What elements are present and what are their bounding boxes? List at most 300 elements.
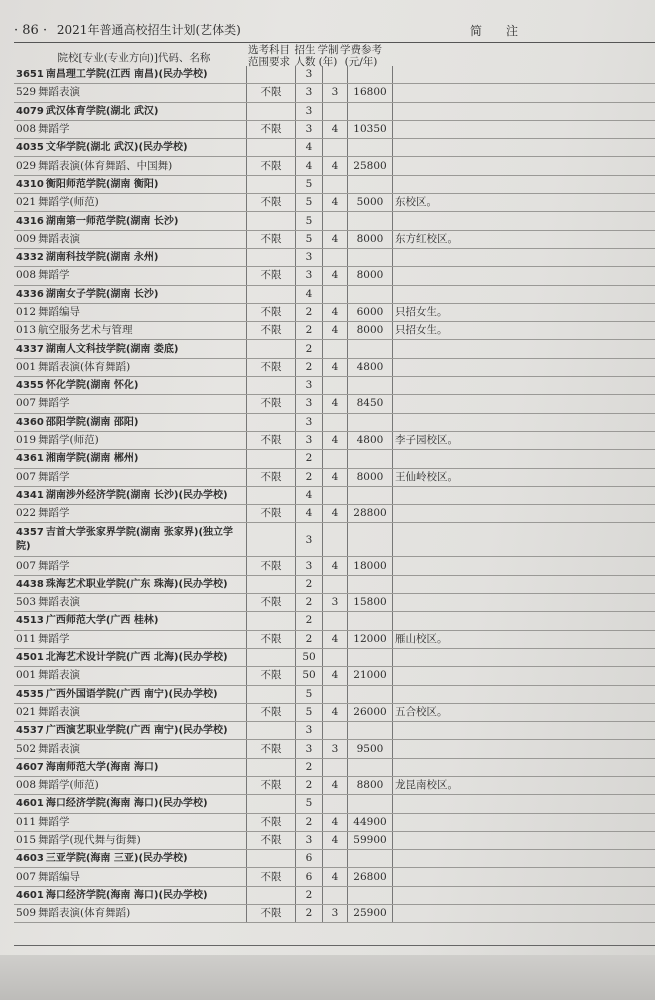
yr-cell: 4 xyxy=(323,703,348,721)
note-cell: 只招女生。 xyxy=(393,322,655,340)
yr-cell xyxy=(323,685,348,703)
req-cell xyxy=(247,450,296,468)
yr-cell xyxy=(323,523,348,557)
fee-cell xyxy=(348,248,393,266)
note-cell xyxy=(393,648,655,666)
yr-cell: 4 xyxy=(323,120,348,138)
fee-cell: 25800 xyxy=(348,157,393,175)
code: 503 xyxy=(16,596,37,609)
num-cell: 3 xyxy=(296,377,323,395)
major-row xyxy=(14,740,655,758)
req-cell xyxy=(247,413,296,431)
name: 舞蹈学 xyxy=(38,559,70,572)
code: 4355 xyxy=(16,380,44,392)
school-row xyxy=(14,575,655,593)
req-cell xyxy=(247,612,296,630)
name-cell xyxy=(14,795,247,813)
yr-cell xyxy=(323,795,348,813)
yr-cell: 4 xyxy=(323,813,348,831)
note-cell xyxy=(393,523,655,557)
req-cell: 不限 xyxy=(247,84,296,102)
name: 文华学院(湖北 武汉)(民办学校) xyxy=(45,142,188,154)
note-cell xyxy=(393,84,655,102)
name-cell xyxy=(14,758,247,776)
req-cell: 不限 xyxy=(247,594,296,612)
name-cell xyxy=(14,612,247,630)
name-column-header: 院校[专业(专业方向)]代码、名称 xyxy=(57,52,211,64)
major-row xyxy=(14,831,655,849)
num-cell: 2 xyxy=(296,813,323,831)
code: 4357 xyxy=(16,526,44,538)
code: 001 xyxy=(16,669,37,682)
yr-cell: 4 xyxy=(323,831,348,849)
fee-cell: 28800 xyxy=(348,505,393,523)
note-cell xyxy=(393,157,655,175)
fee-cell xyxy=(348,523,393,557)
name-cell xyxy=(14,358,247,376)
code: 007 xyxy=(16,397,37,410)
code: 001 xyxy=(16,360,37,373)
major-row xyxy=(14,813,655,831)
fee-cell xyxy=(348,758,393,776)
fee-cell: 4800 xyxy=(348,358,393,376)
req-cell: 不限 xyxy=(247,505,296,523)
fee-cell: 8000 xyxy=(348,322,393,340)
name-cell xyxy=(14,139,247,157)
code: 009 xyxy=(16,232,37,245)
note-cell: 王仙岭校区。 xyxy=(393,468,655,486)
num-cell: 6 xyxy=(296,868,323,886)
name: 湘南学院(湖南 郴州) xyxy=(45,453,139,465)
num-cell: 2 xyxy=(296,358,323,376)
major-row xyxy=(14,84,655,102)
remarks-column-header: 简注 xyxy=(470,24,543,38)
yr-cell: 3 xyxy=(323,84,348,102)
note-cell: 雁山校区。 xyxy=(393,630,655,648)
major-row xyxy=(14,905,655,923)
fee-cell: 4800 xyxy=(348,431,393,449)
note-cell xyxy=(393,795,655,813)
name: 舞蹈学(师范) xyxy=(38,434,99,447)
code: 013 xyxy=(16,324,37,337)
yr-cell: 4 xyxy=(323,868,348,886)
code: 4310 xyxy=(16,178,44,190)
yr-cell xyxy=(323,413,348,431)
yr-cell xyxy=(323,377,348,395)
note-cell xyxy=(393,102,655,120)
fee-cell: 8000 xyxy=(348,267,393,285)
name: 舞蹈学(师范) xyxy=(38,196,99,209)
name-cell xyxy=(14,486,247,504)
fee-cell xyxy=(348,413,393,431)
fee-cell: 6000 xyxy=(348,303,393,321)
num-cell: 2 xyxy=(296,322,323,340)
name: 舞蹈学 xyxy=(38,397,70,410)
yr-cell: 4 xyxy=(323,322,348,340)
req-cell: 不限 xyxy=(247,630,296,648)
note-cell: 东方红校区。 xyxy=(393,230,655,248)
num-cell: 50 xyxy=(296,667,323,685)
note-cell xyxy=(393,905,655,923)
code: 4438 xyxy=(16,578,44,590)
code: 4316 xyxy=(16,215,44,227)
num-cell: 3 xyxy=(296,740,323,758)
code: 019 xyxy=(16,434,37,447)
school-row xyxy=(14,450,655,468)
req-cell xyxy=(247,377,296,395)
req-cell xyxy=(247,575,296,593)
name-cell xyxy=(14,505,247,523)
num-cell: 4 xyxy=(296,157,323,175)
req-cell: 不限 xyxy=(247,322,296,340)
name: 北海艺术设计学院(广西 北海)(民办学校) xyxy=(45,652,228,664)
note-cell xyxy=(393,722,655,740)
code: 4337 xyxy=(16,343,44,355)
num-cell: 5 xyxy=(296,795,323,813)
num-cell: 2 xyxy=(296,340,323,358)
yr-cell xyxy=(323,886,348,904)
name: 舞蹈编导 xyxy=(38,870,81,883)
code: 008 xyxy=(16,123,37,136)
name-cell xyxy=(14,230,247,248)
note-cell xyxy=(393,505,655,523)
school-row xyxy=(14,413,655,431)
req-cell xyxy=(247,648,296,666)
code: 012 xyxy=(16,306,37,318)
num-cell: 4 xyxy=(296,139,323,157)
school-row xyxy=(14,648,655,666)
fee-cell xyxy=(348,212,393,230)
name: 三亚学院(海南 三亚)(民办学校) xyxy=(45,853,188,865)
num-cell: 2 xyxy=(296,594,323,612)
name-cell xyxy=(14,340,247,358)
note-cell xyxy=(393,66,655,84)
req-cell xyxy=(247,340,296,358)
fee-cell xyxy=(348,486,393,504)
fee-cell xyxy=(348,102,393,120)
num-cell: 3 xyxy=(296,831,323,849)
yr-cell: 4 xyxy=(323,230,348,248)
fee-cell: 21000 xyxy=(348,667,393,685)
req-cell xyxy=(247,66,296,84)
name: 舞蹈编导 xyxy=(38,306,81,318)
yr-cell: 4 xyxy=(323,667,348,685)
code: 4535 xyxy=(16,688,44,700)
num-cell: 3 xyxy=(296,120,323,138)
note-cell xyxy=(393,612,655,630)
note-cell xyxy=(393,212,655,230)
fee-cell: 16800 xyxy=(348,84,393,102)
yr-cell xyxy=(323,648,348,666)
name-cell xyxy=(14,175,247,193)
num-cell: 3 xyxy=(296,267,323,285)
school-row xyxy=(14,139,655,157)
name-cell xyxy=(14,575,247,593)
note-cell xyxy=(393,886,655,904)
fee-cell: 12000 xyxy=(348,630,393,648)
num-cell: 4 xyxy=(296,505,323,523)
req-cell: 不限 xyxy=(247,776,296,794)
num-cell: 2 xyxy=(296,776,323,794)
enroll-column-header: 招生人数 xyxy=(294,44,316,68)
num-cell: 5 xyxy=(296,703,323,721)
note-cell: 只招女生。 xyxy=(393,303,655,321)
note-cell xyxy=(393,594,655,612)
code: 529 xyxy=(16,86,37,99)
name-cell xyxy=(14,685,247,703)
num-cell: 3 xyxy=(296,66,323,84)
name-cell xyxy=(14,84,247,102)
num-cell: 2 xyxy=(296,575,323,593)
yr-cell: 3 xyxy=(323,594,348,612)
num-cell: 2 xyxy=(296,905,323,923)
name: 舞蹈表演 xyxy=(38,596,81,609)
school-row xyxy=(14,377,655,395)
name-cell xyxy=(14,740,247,758)
name-cell xyxy=(14,850,247,868)
name: 舞蹈表演 xyxy=(38,742,81,755)
school-row xyxy=(14,523,655,557)
name-cell xyxy=(14,648,247,666)
num-cell: 6 xyxy=(296,850,323,868)
req-cell: 不限 xyxy=(247,740,296,758)
name-cell xyxy=(14,722,247,740)
page-header xyxy=(14,20,434,40)
fee-cell: 18000 xyxy=(348,557,393,575)
num-cell: 3 xyxy=(296,431,323,449)
school-row xyxy=(14,722,655,740)
fee-cell xyxy=(348,66,393,84)
years-column-header: 学制(年) xyxy=(317,44,339,68)
req-cell: 不限 xyxy=(247,468,296,486)
name: 邵阳学院(湖南 邵阳) xyxy=(45,416,139,428)
yr-cell xyxy=(323,486,348,504)
name-cell xyxy=(14,703,247,721)
name-cell xyxy=(14,248,247,266)
fee-cell: 10350 xyxy=(348,120,393,138)
major-row xyxy=(14,267,655,285)
name-cell xyxy=(14,102,247,120)
name: 航空服务艺术与管理 xyxy=(38,324,133,337)
note-cell xyxy=(393,685,655,703)
yr-cell xyxy=(323,102,348,120)
yr-cell: 4 xyxy=(323,776,348,794)
req-cell: 不限 xyxy=(247,431,296,449)
note-cell xyxy=(393,395,655,413)
code: 022 xyxy=(16,507,37,520)
yr-cell: 4 xyxy=(323,431,348,449)
note-cell xyxy=(393,340,655,358)
note-cell xyxy=(393,740,655,758)
num-cell: 3 xyxy=(296,557,323,575)
note-cell xyxy=(393,285,655,303)
req-cell xyxy=(247,175,296,193)
fee-cell xyxy=(348,685,393,703)
req-cell: 不限 xyxy=(247,120,296,138)
name: 海口经济学院(海南 海口)(民办学校) xyxy=(45,798,208,810)
school-row xyxy=(14,886,655,904)
name: 舞蹈学 xyxy=(38,123,70,136)
code: 4079 xyxy=(16,105,44,117)
name-cell xyxy=(14,886,247,904)
req-cell: 不限 xyxy=(247,303,296,321)
code: 4341 xyxy=(16,489,44,501)
note-cell: 东校区。 xyxy=(393,194,655,212)
name-cell xyxy=(14,630,247,648)
req-cell: 不限 xyxy=(247,358,296,376)
name-cell xyxy=(14,557,247,575)
yr-cell xyxy=(323,850,348,868)
name: 珠海艺术职业学院(广东 珠海)(民办学校) xyxy=(45,578,228,590)
major-row xyxy=(14,230,655,248)
running-title: 2021年普通高校招生计划(艺体类) xyxy=(56,23,241,37)
yr-cell xyxy=(323,175,348,193)
num-cell: 2 xyxy=(296,303,323,321)
yr-cell: 4 xyxy=(323,303,348,321)
name: 吉首大学张家界学院(湖南 张家界)(独立学院) xyxy=(16,526,234,552)
yr-cell xyxy=(323,139,348,157)
note-cell xyxy=(393,575,655,593)
num-cell: 2 xyxy=(296,886,323,904)
note-cell xyxy=(393,486,655,504)
code: 4336 xyxy=(16,288,44,300)
num-cell: 2 xyxy=(296,450,323,468)
fee-cell xyxy=(348,575,393,593)
name: 广西外国语学院(广西 南宁)(民办学校) xyxy=(45,688,218,700)
name-cell xyxy=(14,194,247,212)
code: 4601 xyxy=(16,798,44,810)
fee-cell: 8000 xyxy=(348,468,393,486)
yr-cell: 4 xyxy=(323,267,348,285)
req-cell xyxy=(247,139,296,157)
name: 衡阳师范学院(湖南 衡阳) xyxy=(45,178,159,190)
major-row xyxy=(14,194,655,212)
school-row xyxy=(14,66,655,84)
fee-cell xyxy=(348,175,393,193)
yr-cell xyxy=(323,66,348,84)
code: 015 xyxy=(16,834,37,847)
note-cell xyxy=(393,248,655,266)
fee-cell xyxy=(348,795,393,813)
req-cell: 不限 xyxy=(247,157,296,175)
fee-cell xyxy=(348,886,393,904)
code: 021 xyxy=(16,196,37,209)
school-row xyxy=(14,612,655,630)
name-cell xyxy=(14,831,247,849)
note-cell xyxy=(393,557,655,575)
num-cell: 3 xyxy=(296,523,323,557)
num-cell: 2 xyxy=(296,630,323,648)
fee-cell xyxy=(348,722,393,740)
name-cell xyxy=(14,120,247,138)
code: 029 xyxy=(16,159,37,172)
name: 湖南涉外经济学院(湖南 长沙)(民办学校) xyxy=(45,489,228,501)
code: 011 xyxy=(16,632,37,645)
yr-cell: 4 xyxy=(323,395,348,413)
name: 怀化学院(湖南 怀化) xyxy=(45,380,139,392)
fee-cell: 8000 xyxy=(348,230,393,248)
num-cell: 5 xyxy=(296,175,323,193)
req-cell xyxy=(247,248,296,266)
code: 4501 xyxy=(16,652,44,664)
fee-column-header: 学费参考(元/年) xyxy=(340,44,382,68)
school-row xyxy=(14,850,655,868)
name: 舞蹈学(师范) xyxy=(38,779,99,792)
name: 湖南科技学院(湖南 永州) xyxy=(45,252,159,264)
name-cell xyxy=(14,285,247,303)
name: 舞蹈表演 xyxy=(38,705,81,718)
code: 509 xyxy=(16,907,37,920)
fee-cell xyxy=(348,340,393,358)
req-cell xyxy=(247,886,296,904)
req-cell: 不限 xyxy=(247,703,296,721)
req-cell xyxy=(247,523,296,557)
yr-cell xyxy=(323,758,348,776)
num-cell: 2 xyxy=(296,758,323,776)
name-cell xyxy=(14,66,247,84)
code: 4601 xyxy=(16,889,44,901)
req-cell xyxy=(247,212,296,230)
note-cell xyxy=(393,120,655,138)
major-row xyxy=(14,868,655,886)
school-row xyxy=(14,340,655,358)
name: 舞蹈表演(体育舞蹈) xyxy=(38,907,131,920)
note-cell: 李子园校区。 xyxy=(393,431,655,449)
note-cell xyxy=(393,175,655,193)
yr-cell: 4 xyxy=(323,557,348,575)
name-cell xyxy=(14,377,247,395)
yr-cell xyxy=(323,450,348,468)
yr-cell: 4 xyxy=(323,194,348,212)
fee-cell xyxy=(348,648,393,666)
name: 舞蹈学 xyxy=(38,632,70,645)
name: 南昌理工学院(江西 南昌)(民办学校) xyxy=(45,69,208,81)
yr-cell: 4 xyxy=(323,468,348,486)
name-cell xyxy=(14,267,247,285)
school-row xyxy=(14,795,655,813)
note-cell xyxy=(393,450,655,468)
fee-cell xyxy=(348,139,393,157)
yr-cell xyxy=(323,612,348,630)
name-cell xyxy=(14,450,247,468)
name: 海口经济学院(海南 海口)(民办学校) xyxy=(45,889,208,901)
name: 舞蹈表演(体育舞蹈、中国舞) xyxy=(38,159,173,172)
name: 湖南第一师范学院(湖南 长沙) xyxy=(45,215,179,227)
yr-cell xyxy=(323,212,348,230)
code: 4513 xyxy=(16,615,44,627)
fee-cell: 5000 xyxy=(348,194,393,212)
fee-cell xyxy=(348,850,393,868)
school-row xyxy=(14,685,655,703)
major-row xyxy=(14,120,655,138)
name-cell xyxy=(14,594,247,612)
name: 舞蹈表演(体育舞蹈) xyxy=(38,360,131,373)
fee-cell: 9500 xyxy=(348,740,393,758)
name-cell xyxy=(14,431,247,449)
num-cell: 5 xyxy=(296,230,323,248)
name-cell xyxy=(14,468,247,486)
major-row xyxy=(14,703,655,721)
major-row xyxy=(14,630,655,648)
code: 007 xyxy=(16,470,37,483)
req-cell xyxy=(247,102,296,120)
code: 008 xyxy=(16,269,37,282)
num-cell: 2 xyxy=(296,468,323,486)
req-cell xyxy=(247,795,296,813)
name-cell xyxy=(14,303,247,321)
major-row xyxy=(14,157,655,175)
req-cell xyxy=(247,850,296,868)
